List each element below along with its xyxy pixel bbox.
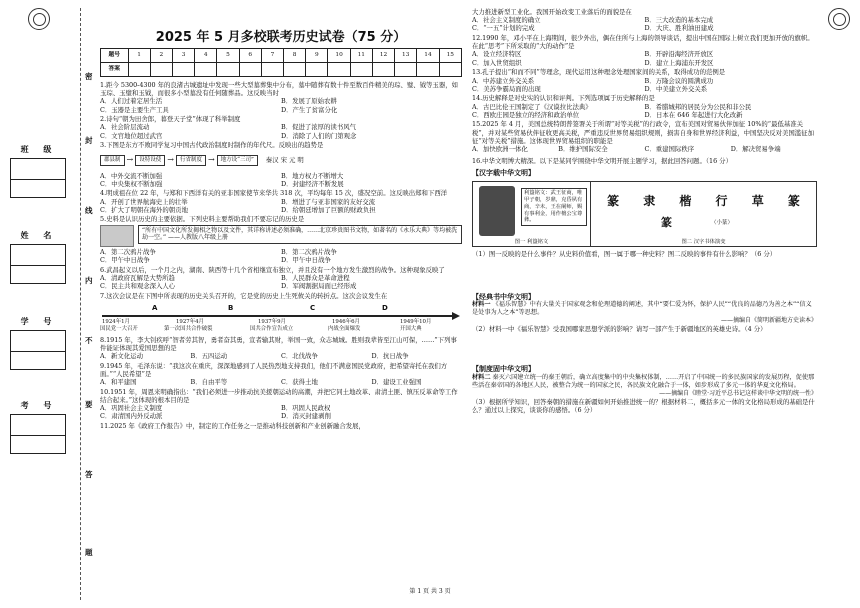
answer-cell[interactable] (217, 63, 239, 77)
question-14 (472, 94, 817, 119)
student-id-label: 学 号 (20, 317, 58, 326)
name-box[interactable] (10, 231, 66, 284)
option: D．甲午中日战争 (281, 255, 331, 264)
script-glyph: 草 (751, 194, 764, 209)
answer-number: 2 (150, 49, 172, 63)
question-6 (100, 266, 462, 291)
bronze-vessel-image (479, 186, 515, 236)
page-footer: 第 1 页 共 3 页 (409, 588, 451, 595)
question-stem: 5.史料是认识历史的主要依据。下列史料主要帮助我们不要忘记的历史是 (100, 215, 305, 224)
answer-cell[interactable] (395, 63, 417, 77)
answer-number: 1 (128, 49, 150, 63)
question-11-cont (472, 8, 817, 33)
timeline-letter: B (228, 303, 234, 312)
option: B．自由平等 (190, 378, 228, 387)
timeline-event: 开国大典 (400, 325, 422, 332)
option: D．给朝廷增加了巨额的财政负担 (281, 205, 376, 214)
answer-table-header: 题号 (101, 49, 129, 63)
answer-cell[interactable] (350, 63, 372, 77)
option: D．解决贸易争端 (730, 145, 781, 153)
seal-char: 内 (85, 276, 93, 285)
quote-source: ——人教版八年级上册 (168, 234, 229, 242)
option: A．加快欧洲一体化 (472, 145, 528, 153)
option: C．中央集权不断加强 (100, 179, 163, 188)
answer-cell[interactable] (195, 63, 217, 77)
option: D．抗日战争 (371, 352, 409, 361)
option: B．地方权力不断增大 (281, 171, 344, 180)
script-glyph: 隶 (643, 194, 656, 209)
option: D．中美建立外交关系 (644, 84, 708, 93)
option: B．五四运动 (190, 352, 228, 361)
option: A．人们过着定居生活 (100, 97, 163, 106)
answer-cell[interactable] (239, 63, 261, 77)
school-seal-icon-right (828, 8, 850, 30)
class-label: 班 级 (20, 145, 58, 154)
question-15 (472, 120, 817, 153)
left-column (100, 48, 462, 432)
material-1 (472, 301, 817, 317)
answer-cell[interactable] (261, 63, 283, 77)
option: B．发展了原始农耕 (281, 97, 337, 106)
student-id-box[interactable] (10, 317, 66, 370)
question-2 (100, 115, 462, 140)
option: D．消灭封建剥削 (281, 412, 331, 421)
timeline-date: 1924年1月 (102, 318, 130, 325)
question-11 (100, 422, 462, 430)
flow-box: 行省制度 (176, 155, 206, 166)
option: C．文官地位超过武官 (100, 131, 163, 140)
seal-char: 答 (85, 470, 93, 479)
timeline-event: 国民党一大召开 (100, 325, 138, 332)
answer-number: 14 (417, 49, 439, 63)
question-3 (100, 141, 462, 188)
quote-text (138, 225, 462, 244)
option: C．北伐战争 (281, 352, 318, 361)
option: A．社会主义制度的确立 (472, 16, 541, 25)
option: A．和平建国 (100, 378, 137, 387)
question-stem: 16.中华文明博大精深。以下是某同学围绕中华文明开展主题学习，据此回答问题。（16 分） (472, 157, 732, 166)
script-glyph: 篆 (607, 194, 620, 209)
option: A．设立经济特区 (472, 50, 522, 59)
answer-space[interactable] (472, 333, 817, 361)
figure-strip (472, 181, 817, 247)
question-8 (100, 336, 462, 361)
question-stem: 2.诗句“朝为田舍郎，暮登天子堂”体现了科举制度 (100, 115, 241, 124)
answer-number: 5 (217, 49, 239, 63)
flow-era: 明 (297, 156, 304, 165)
option: B．第二次鸦片战争 (281, 247, 337, 256)
question-4 (100, 189, 462, 214)
flow-box: 郡县制 (100, 155, 125, 166)
question-stem: 13.孔子提出“和而不同”等理念，现代运用这种理念处理国家间的关系，取得成功的范例是 (472, 68, 726, 77)
question-7 (100, 292, 462, 334)
timeline-letter: C (310, 303, 316, 312)
option: C．玉器是主要生产工具 (100, 105, 169, 114)
option: D．封建经济不断发展 (281, 179, 344, 188)
class-box[interactable] (10, 145, 66, 198)
question-10 (100, 388, 462, 421)
option: C．重建国际秩序 (644, 145, 695, 153)
option: C．民主共和观念深入人心 (100, 281, 176, 290)
figure-caption: 图一 利簋铭文 (514, 238, 549, 245)
timeline-letter: D (382, 303, 388, 312)
option: D．大庆、胜利油田建成 (644, 24, 714, 33)
flow-era: 元 (288, 156, 296, 165)
option: D．军阀割据局面已经形成 (281, 281, 357, 290)
option: A．清政府瓦解是大势所趋 (100, 273, 175, 282)
exam-title: 2025 年 5 月多校联考历史试卷（75 分） (155, 30, 407, 45)
binding-margin (0, 0, 92, 608)
section-heading: 【经典书中华文明】 (472, 292, 535, 301)
timeline-event: 内战全面爆发 (328, 325, 361, 332)
section-heading: 【制度固中华文明】 (472, 365, 535, 374)
question-stem: 4.明成祖在位 22 年，与郑和下西洋有关的亚非国家使节来华共 318 次，平均每年 15 次，盛况空前。这反映出郑和下西洋 (100, 189, 448, 198)
option: A．开创了世界航海史上的壮举 (100, 197, 188, 206)
option: C．美苏争霸局面的出现 (472, 84, 541, 93)
ruins-image (100, 225, 134, 247)
timeline-event: 国共合作宣告成立 (250, 325, 294, 332)
question-stem: 1.距今 5300-4300 年的良渚古城遗址中发现一些大型墓葬集中分布，墓中随葬有数十件至数百件精美的琮、璧、钺等玉器，如玉琮、玉璧和玉钺，而很多小型墓没有任何随葬品。这反映当时 (100, 81, 458, 98)
option: D．建设工业强国 (371, 378, 422, 387)
seal-char: 要 (85, 400, 93, 409)
option: A．中外交流不断加强 (100, 171, 163, 180)
flow-box: 设特设使 (135, 155, 165, 166)
answer-number: 15 (439, 49, 461, 63)
option: A．社会阶层流动 (100, 123, 150, 132)
sub-question-3: （3）根据所学知识，回答秦朝的措施在新疆如何开始推进统一的？根据材料二，概括多元一体的文化格局形成的基础是什么？通过以上探究，谈谈你的感悟。（6 分） (472, 397, 815, 414)
question-1 (100, 81, 462, 114)
answer-number: 12 (372, 49, 394, 63)
answer-cell[interactable] (284, 63, 306, 77)
option: A．中苏建立外交关系 (472, 76, 535, 85)
answer-number: 11 (350, 49, 372, 63)
question-stem: 10.1951 年，周恩来明确指出：“我们必须进一步推动抗美援朝运动的高潮，并把它同土地改革、肃清土匪、镇压反革命等工作结合起来。”这体现的根本目的是 (100, 387, 458, 405)
name-label: 姓 名 (20, 231, 58, 240)
timeline-date: 1937年9月 (258, 318, 286, 325)
option: D．日本在 646 年起进行大化改新 (644, 110, 743, 119)
exam-id-box[interactable] (10, 401, 66, 454)
sub-question-2: （2）材料一中《福乐智慧》受我国哪家思想学派的影响？请写一部产生于新疆地区的英雄史诗。（4 分） (472, 325, 767, 334)
answer-cell[interactable] (372, 63, 394, 77)
option: C．“一五”计划的完成 (472, 24, 535, 33)
material-2 (472, 374, 817, 390)
answer-cell[interactable] (439, 63, 461, 77)
seal-char: 封 (85, 136, 93, 145)
question-stem: 12.1990 年，邓小平在上海期间，很少外出，偶在住所与上海的领导谈话，提出中国在国际上树立我们更加开放的旗帜。在此“思考”下所采取的“大的动作”是 (472, 34, 814, 51)
question-stem: 15.2025 年 4 月，美国总统特朗普签署关于所谓“对等关税”的行政令，宣布美国对贸易伙伴加征 10%的“最低基准关税”，并对某些贸易伙伴征收更高关税，严重违反世界贸易组织规则，损害自身和世界经济利益，中国坚决反对美国滥征加征“对等关税”措施。这体现世界贸易组织的职能是 (472, 120, 814, 145)
answer-number: 6 (239, 49, 261, 63)
timeline-axis (102, 315, 452, 317)
option: B．开辟沿海经济开放区 (644, 50, 714, 59)
option: C．西欧庄园是独立的经济和政治单位 (472, 110, 580, 119)
option: B．人民群众是革命进程 (281, 273, 350, 282)
option: A．新文化运动 (100, 352, 143, 361)
option: B．维护国际安全 (558, 145, 608, 153)
material-source: ——摘编自《睦堂·习近平总书记这样谈中华文明的统一性》 (659, 390, 817, 398)
question-stem: 7.这次会议是在下图中所表现的历史关头召开的，它是党的历史上生死攸关的转折点。这次会议发生在 (100, 291, 388, 300)
timeline-event: 第一次国共合作破裂 (164, 325, 213, 332)
answer-cell[interactable] (150, 63, 172, 77)
figure-2 (591, 182, 816, 246)
question-stem: 大力推进新型工业化。我国开始改变工业落后的面貌是在 (472, 8, 632, 16)
answer-number: 9 (306, 49, 328, 63)
timeline-figure (100, 302, 462, 334)
material-text: 秦灭六国建立统一的秦王朝后，确立高度集中的中央集权体制，……开启了中国统一的多民族国家的发展历程，促使那些活在秦帝国的各地区人民，被整合为统一的国家之民，各民族文化融合于一体，如步形成了多元一体的华夏文化格局。 (472, 374, 815, 390)
right-column (472, 8, 817, 416)
question-stem: 9.1945 年，毛泽东说：“我这次在重庆，深深地感到了人民热烈地支持我们，他们不满意国民党政府，把希望寄托在我们方面。”“人民希望”是 (100, 361, 448, 378)
option: C．获得土地 (281, 378, 318, 387)
seal-char: 不 (85, 336, 93, 345)
option: A．巩固社会主义制度 (100, 404, 163, 413)
option: B．万隆会议的圆满成功 (644, 76, 714, 85)
option: C．扩大了明朝在海外的朝贡地 (100, 205, 188, 214)
quote-body: “所有中国文化所发揭相之物以及文件，其详称讲述必须准确，……北京珍贵图书文物，如著名的《永乐大典》等均被洗劫一空。” (142, 226, 458, 242)
option: A．第二次鸦片战争 (100, 247, 156, 256)
option: B．巩固人民政权 (281, 404, 331, 413)
timeline-letter: A (152, 303, 158, 312)
question-stem: 6.武昌起义以后，一个月之内，湖南、陕西等十几个省相继宣布独立，并且没有一个地方发生激烈的战争。这种现象反映了 (100, 265, 445, 274)
question-stem: 11.2025 年《政府工作报告》中，制定的工作任务之一是推动科技创新和产业创新融合发展， (100, 422, 365, 431)
timeline-date: 1949年10月 (400, 318, 432, 325)
option: B．增进了与亚非国家的友好交流 (281, 197, 376, 206)
answer-number: 8 (284, 49, 306, 63)
answer-number: 4 (195, 49, 217, 63)
option: B．促进了浓厚的读书风气 (281, 123, 356, 132)
question-16 (472, 157, 817, 414)
option: D．产生了贫富分化 (281, 105, 338, 114)
seal-char: 线 (85, 206, 93, 215)
answer-number: 10 (328, 49, 350, 63)
seal-char: 密 (85, 72, 93, 81)
option: C．加入世贸组织 (472, 58, 522, 67)
seal-line (80, 8, 81, 600)
script-glyph: 楷 (679, 194, 692, 209)
question-stem: 8.1915 年，李大钊疾呼“智者劳其智，勇者奋其勇，宣者输其财，举国一致，众志城城。胜则我辈皆至江山可保，……”下列事件能证体现其爱国思想的是 (100, 335, 457, 352)
answer-row-label: 答案 (101, 63, 129, 77)
flow-era: 秦汉 (265, 156, 279, 165)
answer-space[interactable] (472, 259, 817, 289)
figure-1 (473, 182, 591, 246)
option: D．建立上海浦东开发区 (644, 58, 714, 67)
script-glyph: 篆 (787, 194, 800, 209)
material-text: 《福乐智慧》中有大量关于国家观念和伦理道德的阐述，其中“要仁爱为怀，保护人民”“优良的品德乃为善之本”“信义是处事为人之本”等思想。 (472, 301, 812, 317)
option: A．古巴比伦王国制定了《汉谟拉比法典》 (472, 102, 592, 111)
material-label: 材料二 (472, 374, 491, 382)
answer-number: 13 (395, 49, 417, 63)
answer-number: 3 (172, 49, 194, 63)
timeline-date: 1927年4月 (176, 318, 204, 325)
option: C．甲午中日战争 (100, 255, 150, 264)
material-label: 材料一 (472, 301, 491, 309)
timeline-date: 1946年6月 (332, 318, 360, 325)
flow-era: 宋 (280, 156, 287, 165)
flow-box: 地方设“三司” (217, 155, 258, 166)
quote-figure (100, 225, 462, 247)
option: C．肃清国内外反动派 (100, 412, 163, 421)
answer-number: 7 (261, 49, 283, 63)
figure-caption: 图二 汉字书体演变 (681, 238, 726, 245)
answer-cell[interactable] (328, 63, 350, 77)
sub-question-1: （1）图一反映的是什么事件？从史料价值看，图一属于哪一种史料？图二反映的事件有什么影响？（6 分） (472, 250, 777, 259)
option: B．三大改造的基本完成 (644, 16, 714, 25)
school-seal-icon (28, 8, 50, 30)
script-glyph: 行 (715, 194, 728, 209)
answer-table (100, 48, 462, 77)
script-note: （小篆） (711, 220, 734, 227)
material-source: ——摘编自《简明新疆地方史读本》 (720, 317, 817, 325)
answer-cell[interactable] (128, 63, 150, 77)
question-12 (472, 34, 817, 67)
exam-id-label: 考 号 (20, 401, 58, 410)
question-5 (100, 215, 462, 264)
question-stem: 14.历史解释是对史实的认识和评判。下列选项属于历史解释的是 (472, 94, 655, 103)
answer-cell[interactable] (417, 63, 439, 77)
option: D．消除了人们的门第观念 (281, 131, 357, 140)
question-9 (100, 362, 462, 387)
inscription-text: 利簋铭文：武王征商，唯甲子朝，岁鼎，克昏夙有商，辛未，王在阑师，赐有事利金，用作檀公宝尊彝。 (521, 188, 587, 226)
question-13 (472, 68, 817, 93)
section-heading: 【汉字载中华文明】 (472, 169, 535, 178)
answer-cell[interactable] (306, 63, 328, 77)
option: B．希腊城邦的居民分为公民和非公民 (644, 102, 752, 111)
question-stem: 3.下图是东方不败同学复习中国古代政治制度时制作的年代尺。反映出的趋势是 (100, 141, 324, 150)
script-glyph-large: 篆 (661, 216, 672, 230)
answer-cell[interactable] (172, 63, 194, 77)
flow-diagram: 郡县制 → 设特设使 → 行省制度 → 地方设“三司” 秦汉 宋 元 明 (100, 150, 462, 172)
seal-char: 题 (85, 548, 93, 557)
